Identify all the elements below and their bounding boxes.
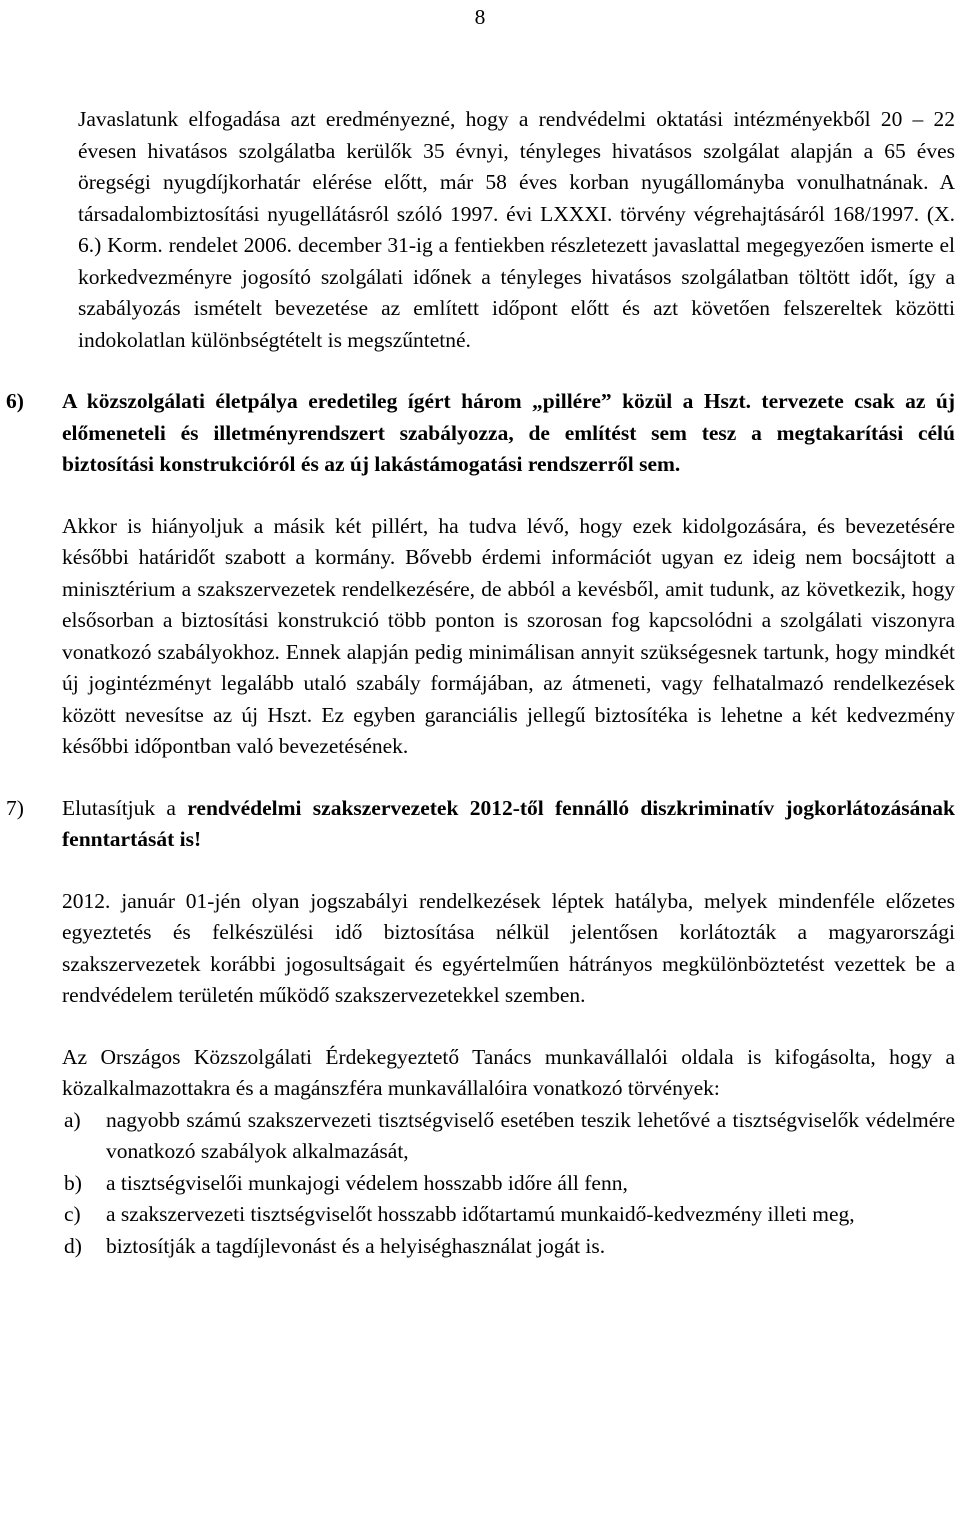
item-7-plain: Elutasítjuk a [62, 795, 188, 820]
list-item-text: a tisztségviselői munkajogi védelem hosszabb időre áll fenn, [106, 1170, 628, 1195]
item-7-bold: rendvédelmi szakszervezetek 2012-től fennálló diszkriminatív jogkorlátozásának fenntartását is! [62, 795, 956, 851]
numbered-item-6 [6, 386, 955, 481]
item-7-text [62, 793, 955, 856]
list-item-label: b) [64, 1170, 82, 1195]
item-6-label: 6) [6, 389, 24, 413]
paragraph-2012: 2012. január 01-jén olyan jogszabályi rendelkezések léptek hatályba, melyek mindenféle előzetes egyeztetés és felkészülési idő biztosítása nélkül jelentősen korlátozták a magyarországi szakszervezetek korábbi jogosultságait és egyértelműen hátrányos megkülönböztetést vezettek be a rendvédelem területén működő szakszervezetekkel szemben. [62, 888, 955, 1007]
paragraph-intro: Javaslatunk elfogadása azt eredményezné, hogy a rendvédelmi oktatási intézményekből 20 – 22 évesen hivatásos szolgálatba kerülők 35 évnyi, tényleges hivatásos szolgálat alapján a 65 éves öregségi nyugdíjkorhatár elérése előtt, már 58 éves korban nyugállományba vonulhatnának. A társadalombiztosítási nyugellátásról szóló 1997. évi LXXXI. törvény végrehajtásáról 168/1997. (X. 6.) Korm. rendelet 2006. december 31-ig a fentiekben részletezett javaslattal megegyezően ismerte el korkedvezményre jogosító szolgálati időnek a tényleges hivatásos szolgálatban töltött időt, így a szabályozás ismételt bevezetése az említett időpont előtt és azt követően felszereltek közötti indokolatlan különbségtételt is megszűntetné. [78, 107, 955, 352]
list-item [62, 1105, 955, 1168]
list-item [62, 1168, 955, 1200]
page-number: 8 [474, 5, 486, 29]
list-item [62, 1199, 955, 1231]
paragraph-okt: Az Országos Közszolgálati Érdekegyeztető Tanács munkavállalói oldala is kifogásolta, hogy a közalkalmazottakra és a magánszféra munkavállalóira vonatkozó törvények: [62, 1044, 955, 1100]
document-body [6, 104, 956, 1262]
list-item-text: a szakszervezeti tisztségviselőt hosszabb időtartamú munkaidő-kedvezmény illeti meg, [106, 1202, 855, 1226]
numbered-item-7 [6, 793, 956, 856]
paragraph-pillars: Akkor is hiányoljuk a másik két pillért, ha tudva lévő, hogy ezek kidolgozására, és bevezetésére későbbi határidőt szabott a kormány. Bővebb érdemi információt ugyan ez ideig nem bocsájtott a minisztérium a szakszervezetek rendelkezésére, de abból a kevésből, amit tudunk, az következik, hogy elsősorban a biztosítási konstrukció több ponton is szorosan fog kapcsolódni a szolgálati viszonyra vonatkozó szabályokhoz. Ennek alapján pedig minimálisan annyit szükségesnek tartunk, hogy mindkét új jogintézményt legalább utaló szabály formájában, az átmeneti, vagy felhatalmazó rendelkezések között nevesítse az új Hszt. Ez egyben garanciális jellegű biztosítéka is lehetne a két kedvezmény későbbi időpontban való bevezetésének. [62, 513, 955, 758]
list-item-text: nagyobb számú szakszervezeti tisztségviselő esetében teszik lehetővé a tisztségviselők védelmére vonatkozó szabályok alkalmazását, [106, 1107, 955, 1163]
list-item-text: biztosítják a tagdíjlevonást és a helyiséghasználat jogát is. [106, 1233, 606, 1258]
list-item-label: a) [64, 1107, 81, 1132]
item-7-label: 7) [6, 795, 24, 820]
objection-list [62, 1105, 955, 1263]
item-6-text: A közszolgálati életpálya eredetileg ígért három „pillére” közül a Hszt. tervezete csak az új előmeneteli és illetményrendszert szabályozza, de említést sem tesz a megtakarítási célú biztosítási konstrukcióról és az új lakástámogatási rendszerről sem. [62, 389, 955, 476]
list-item [62, 1231, 955, 1263]
list-item-label: c) [64, 1202, 81, 1226]
list-item-label: d) [64, 1233, 82, 1258]
